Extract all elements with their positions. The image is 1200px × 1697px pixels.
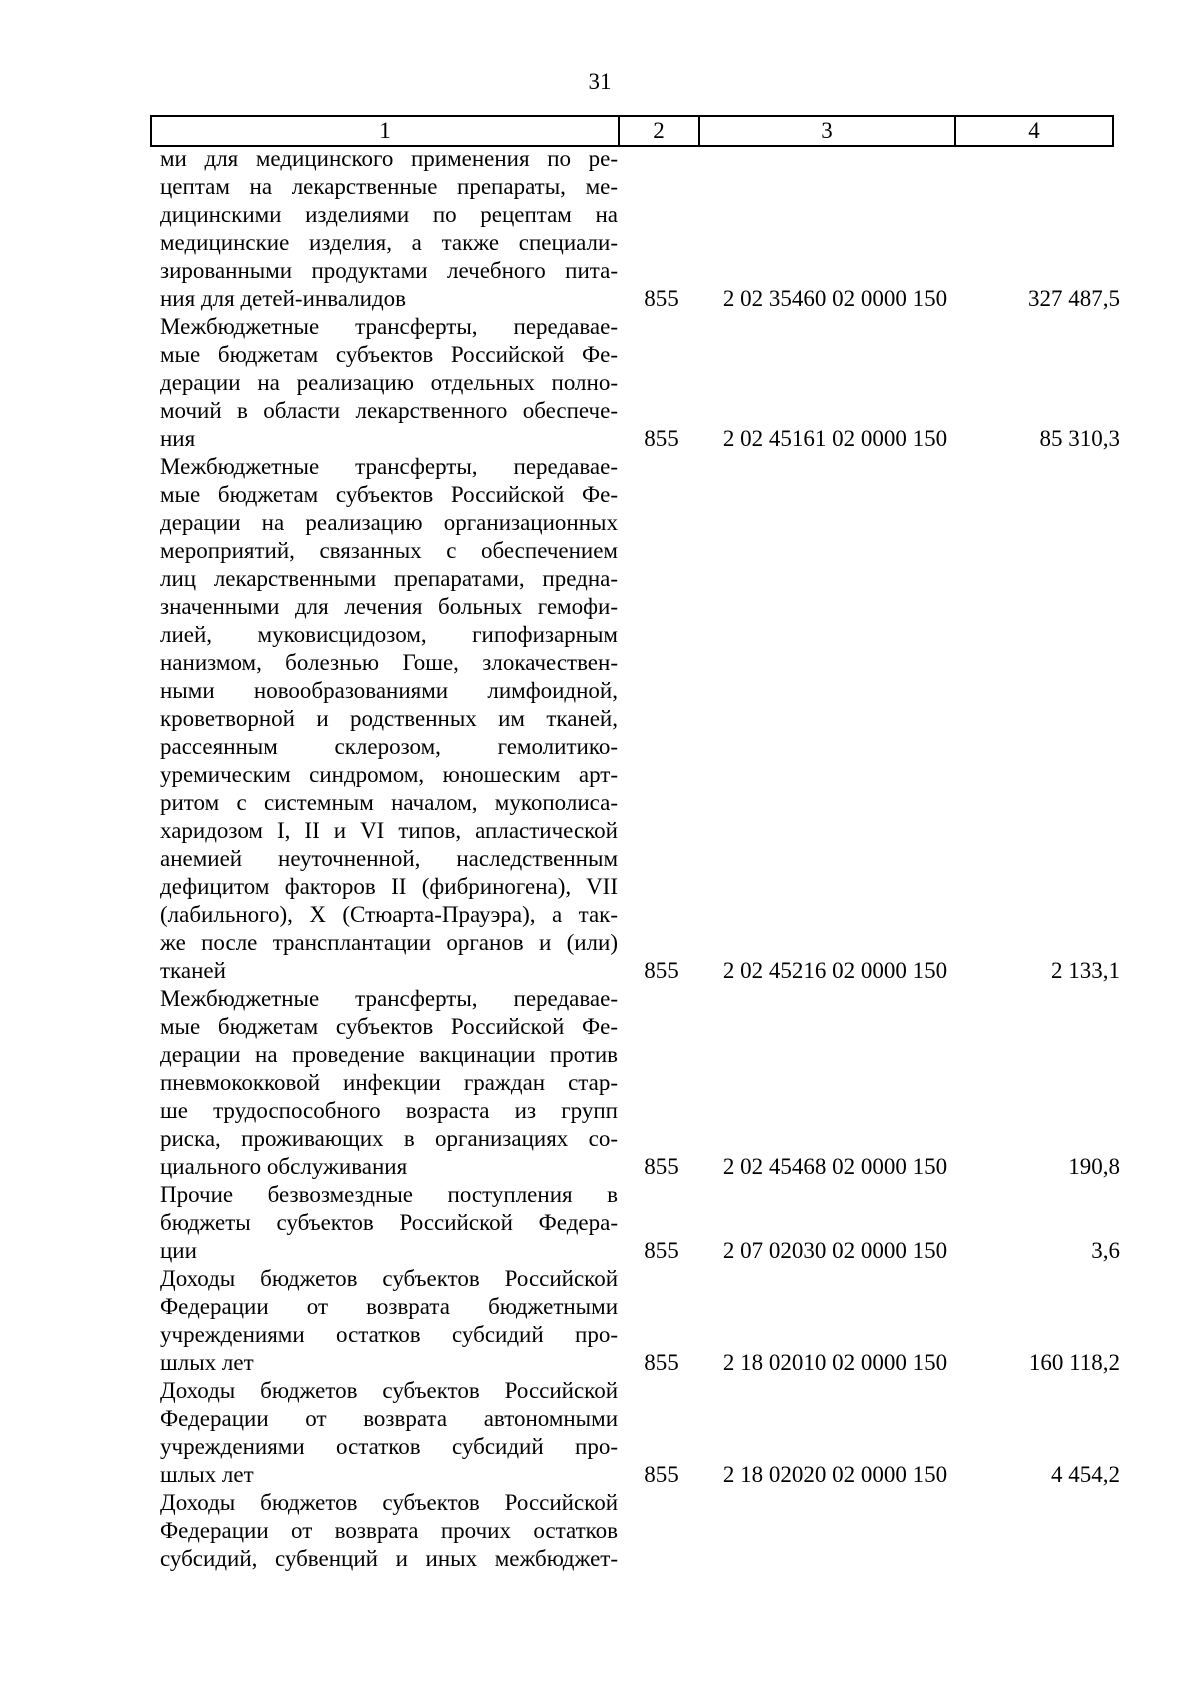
page-number: 31 bbox=[588, 69, 612, 94]
row-budget-code: 2 02 45468 02 0000 150 bbox=[722, 1154, 948, 1179]
description-line: дерации на проведение вакцинации против bbox=[160, 1042, 618, 1067]
header-col-3: 3 bbox=[699, 116, 955, 146]
row-amount: 3,6 bbox=[1091, 1238, 1120, 1263]
description-line: медицинские изделия, а также специали- bbox=[160, 230, 618, 255]
description-line: Межбюджетные трансферты, передавае- bbox=[160, 454, 618, 479]
row-budget-code: 2 02 45161 02 0000 150 bbox=[722, 426, 948, 451]
row-description bbox=[150, 313, 618, 453]
description-line: учреждениями остатков субсидий про- bbox=[160, 1322, 618, 1347]
description-line: пневмококковой инфекции граждан стар- bbox=[160, 1070, 618, 1095]
row-admin-code: 855 bbox=[644, 286, 679, 311]
description-line: дефицитом факторов II (фибриногена), VII bbox=[160, 874, 618, 899]
description-line: анемией неуточненной, наследственным bbox=[160, 846, 618, 871]
header-col-4: 4 bbox=[955, 116, 1113, 146]
description-line: шлых лет bbox=[160, 1462, 254, 1487]
description-line: шлых лет bbox=[160, 1350, 254, 1375]
description-line: мые бюджетам субъектов Российской Фе- bbox=[160, 342, 618, 367]
row-budget-code: 2 02 45216 02 0000 150 bbox=[722, 958, 948, 983]
row-admin-code: 855 bbox=[644, 426, 679, 451]
description-line: ния bbox=[160, 426, 196, 451]
description-line: ния для детей-инвалидов bbox=[160, 286, 407, 311]
table-header bbox=[150, 115, 1114, 147]
table-body bbox=[150, 145, 1130, 1573]
description-line: Доходы бюджетов субъектов Российской bbox=[160, 1266, 618, 1291]
row-admin-code: 855 bbox=[644, 1154, 679, 1179]
description-line: субсидий, субвенций и иных межбюджет- bbox=[160, 1546, 618, 1571]
description-line: Доходы бюджетов субъектов Российской bbox=[160, 1378, 618, 1403]
table-row bbox=[150, 313, 1130, 453]
row-amount: 4 454,2 bbox=[1051, 1462, 1120, 1487]
table-row bbox=[150, 1265, 1130, 1377]
row-description bbox=[150, 1265, 618, 1377]
description-line: дерации на реализацию организационных bbox=[160, 510, 618, 535]
description-line: ции bbox=[160, 1238, 197, 1263]
description-line: бюджеты субъектов Российской Федера- bbox=[160, 1210, 618, 1235]
description-line: лиц лекарственными препаратами, предна- bbox=[160, 566, 618, 591]
description-line: Доходы бюджетов субъектов Российской bbox=[160, 1490, 618, 1515]
row-budget-code: 2 18 02020 02 0000 150 bbox=[722, 1462, 948, 1487]
description-line: мые бюджетам субъектов Российской Фе- bbox=[160, 1014, 618, 1039]
description-line: мероприятий, связанных с обеспечением bbox=[160, 538, 618, 563]
description-line: ными новообразованиями лимфоидной, bbox=[160, 678, 618, 703]
row-description bbox=[150, 453, 618, 985]
description-line: риска, проживающих в организациях со- bbox=[160, 1126, 618, 1151]
description-line: (лабильного), X (Стюарта-Прауэра), а так- bbox=[160, 902, 618, 927]
description-line: Федерации от возврата автономными bbox=[160, 1406, 618, 1431]
description-line: лией, муковисцидозом, гипофизарным bbox=[160, 622, 618, 647]
header-col-2: 2 bbox=[619, 116, 699, 146]
description-line: Прочие безвозмездные поступления в bbox=[160, 1182, 618, 1207]
description-line: дерации на реализацию отдельных полно- bbox=[160, 370, 618, 395]
description-line: циального обслуживания bbox=[160, 1154, 408, 1179]
description-line: мочий в области лекарственного обеспече- bbox=[160, 398, 618, 423]
description-line: Федерации от возврата прочих остатков bbox=[160, 1518, 618, 1543]
description-line: цептам на лекарственные препараты, ме- bbox=[160, 174, 618, 199]
description-line: ми для медицинского применения по ре- bbox=[160, 146, 618, 171]
description-line: рассеянным склерозом, гемолитико- bbox=[160, 734, 618, 759]
description-line: кроветворной и родственных им тканей, bbox=[160, 706, 618, 731]
row-budget-code: 2 18 02010 02 0000 150 bbox=[722, 1350, 948, 1375]
row-description bbox=[150, 1181, 618, 1265]
description-line: дицинскими изделиями по рецептам на bbox=[160, 202, 618, 227]
table-row bbox=[150, 1489, 1130, 1573]
header-col-1: 1 bbox=[151, 116, 619, 146]
description-line: харидозом I, II и VI типов, апластической bbox=[160, 818, 618, 843]
row-amount: 85 310,3 bbox=[1039, 426, 1120, 451]
description-line: нанизмом, болезнью Гоше, злокачествен- bbox=[160, 650, 618, 675]
row-admin-code: 855 bbox=[644, 1350, 679, 1375]
row-admin-code: 855 bbox=[644, 958, 679, 983]
description-line: учреждениями остатков субсидий про- bbox=[160, 1434, 618, 1459]
description-line: ритом с системным началом, мукополиса- bbox=[160, 790, 618, 815]
row-amount: 327 487,5 bbox=[1028, 286, 1120, 311]
description-line: значенными для лечения больных гемофи- bbox=[160, 594, 618, 619]
description-line: ше трудоспособного возраста из групп bbox=[160, 1098, 618, 1123]
row-amount: 2 133,1 bbox=[1051, 958, 1120, 983]
table-row bbox=[150, 145, 1130, 313]
row-description bbox=[150, 985, 618, 1181]
row-budget-code: 2 07 02030 02 0000 150 bbox=[722, 1238, 948, 1263]
description-line: Межбюджетные трансферты, передавае- bbox=[160, 314, 618, 339]
table-row bbox=[150, 1377, 1130, 1489]
description-line: мые бюджетам субъектов Российской Фе- bbox=[160, 482, 618, 507]
table-row bbox=[150, 985, 1130, 1181]
description-line: Федерации от возврата бюджетными bbox=[160, 1294, 618, 1319]
description-line: тканей bbox=[160, 958, 226, 983]
row-description bbox=[150, 145, 618, 313]
row-amount: 160 118,2 bbox=[1028, 1350, 1120, 1375]
table-row bbox=[150, 453, 1130, 985]
table-row bbox=[150, 1181, 1130, 1265]
row-amount: 190,8 bbox=[1068, 1154, 1120, 1179]
row-description bbox=[150, 1377, 618, 1489]
description-line: же после трансплантации органов и (или) bbox=[160, 930, 618, 955]
row-budget-code: 2 02 35460 02 0000 150 bbox=[722, 286, 948, 311]
description-line: зированными продуктами лечебного пита- bbox=[160, 258, 618, 283]
row-admin-code: 855 bbox=[644, 1238, 679, 1263]
description-line: Межбюджетные трансферты, передавае- bbox=[160, 986, 618, 1011]
row-description bbox=[150, 1489, 618, 1573]
description-line: уремическим синдромом, юношеским арт- bbox=[160, 762, 618, 787]
row-admin-code: 855 bbox=[644, 1462, 679, 1487]
